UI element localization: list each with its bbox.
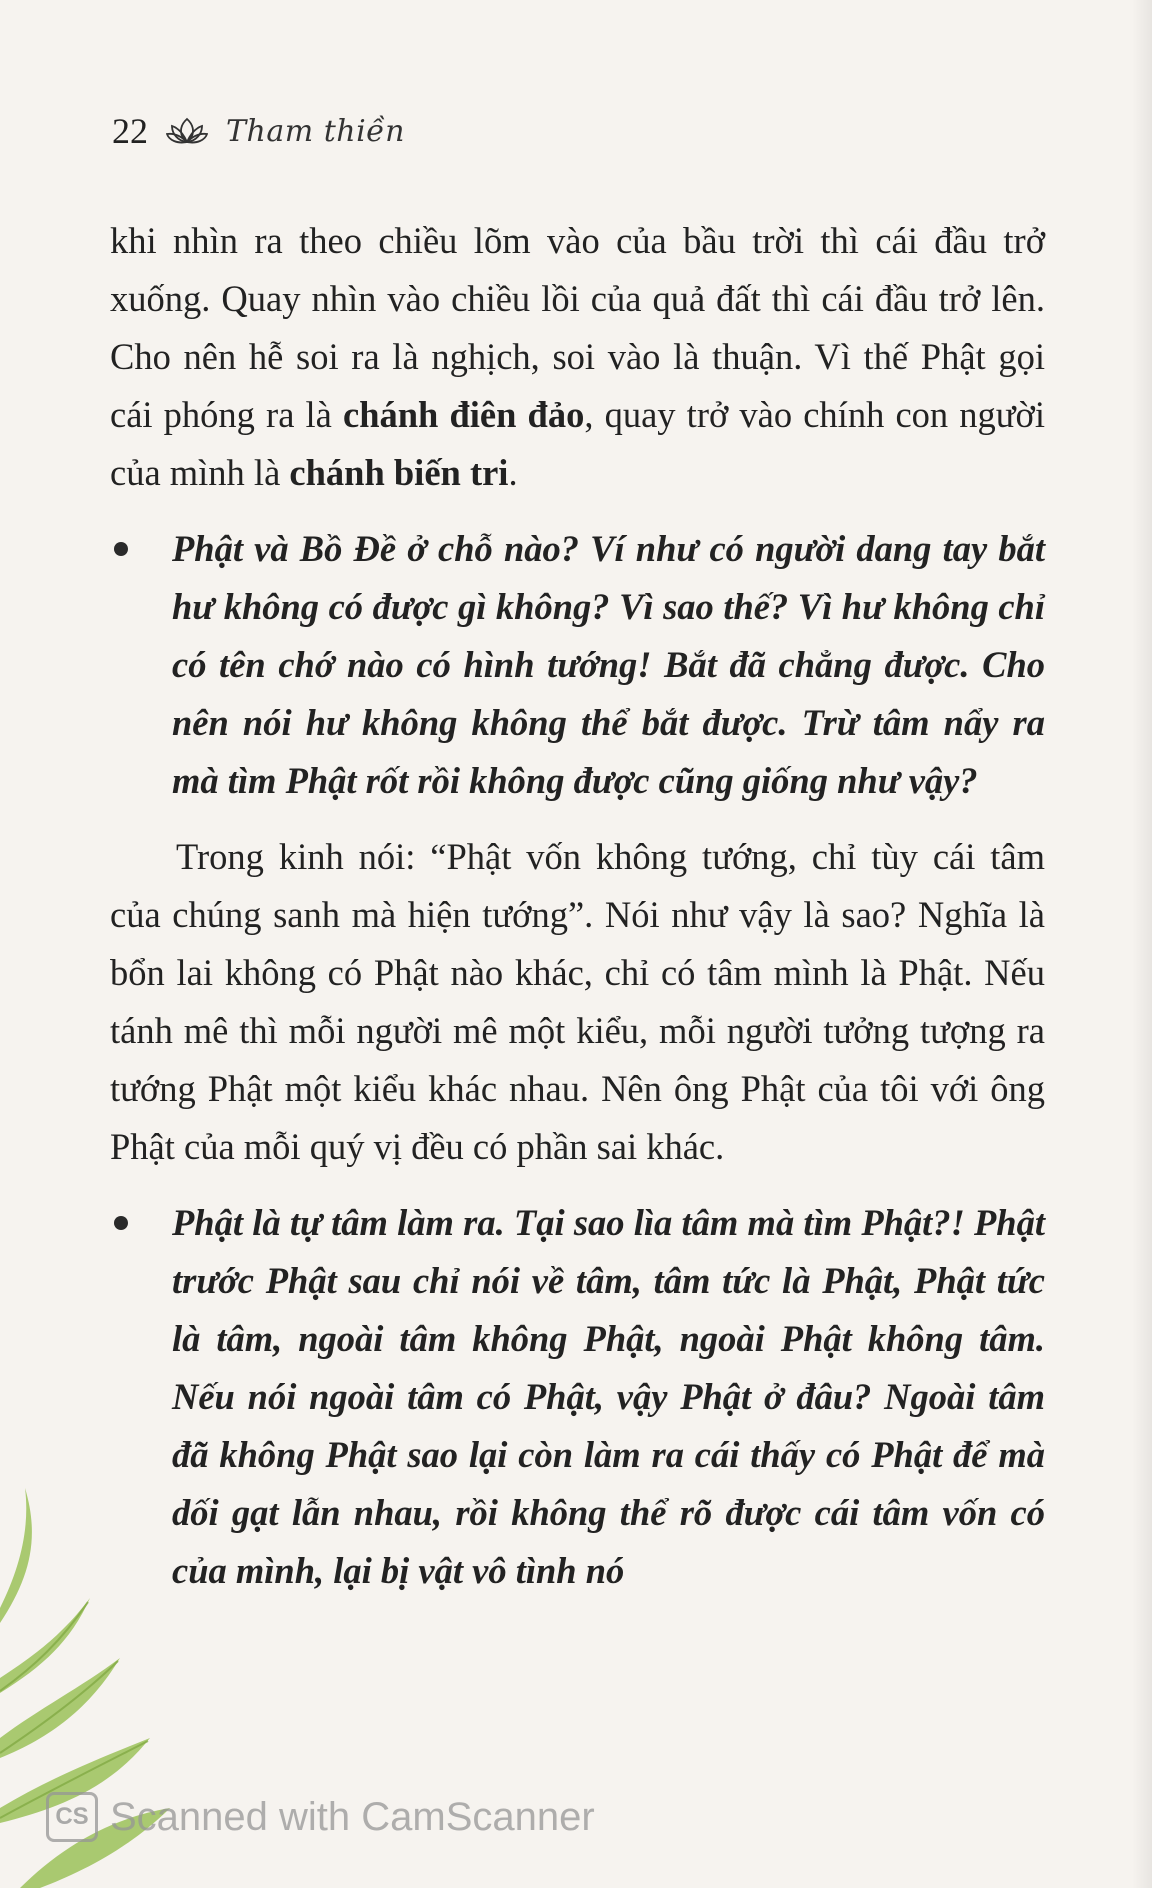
camscanner-logo-icon: CS	[46, 1792, 98, 1842]
paragraph-1-text-a: khi nhìn ra theo chiều lõm vào của bầu trời thì cái đầu trở xuống. Quay nhìn vào chiều lồi của quả đất thì cái đầu trở lên. Cho nên hễ soi ra là nghịch, soi vào là thuận. Vì thế Phật gọi cái phóng ra là	[110, 220, 1045, 435]
watermark-text: Scanned with CamScanner	[110, 1794, 595, 1839]
paragraph-1-text-c: .	[508, 452, 518, 493]
bold-term-chanh-bien-tri: chánh biến tri	[289, 452, 509, 493]
page-header	[112, 106, 405, 156]
bullet-2-text: Phật là tự tâm làm ra. Tại sao lìa tâm mà tìm Phật?! Phật trước Phật sau chỉ nói về tâm, tâm tức là Phật, Phật tức là tâm, ngoài tâm không Phật, ngoài Phật không tâm. Nếu nói ngoài tâm có Phật, vậy Phật ở đâu? Ngoài tâm đã không Phật sao lại còn làm ra cái thấy có Phật để mà dối gạt lẫn nhau, rồi không thể rõ được cái tâm vốn có của mình, lại bị vật vô tình nó	[172, 1202, 1045, 1591]
page-number: 22	[112, 111, 148, 151]
bullet-1-text: Phật và Bồ Đề ở chỗ nào? Ví như có người dang tay bắt hư không có được gì không? Vì sao thế? Vì hư không chỉ có tên chớ nào có hình tướng! Bắt đã chẳng được. Cho nên nói hư không không thể bắt được. Trừ tâm nẩy ra mà tìm Phật rốt rồi không được cũng giống như vậy?	[172, 528, 1045, 801]
running-title: Tham thiền	[226, 113, 405, 149]
bold-term-chanh-dien-dao: chánh điên đảo	[343, 394, 585, 435]
paragraph-1-text-b: , quay trở vào chính con người của mình là	[110, 394, 1045, 493]
bullet-dot-icon	[114, 542, 128, 556]
bullet-dot-icon	[114, 1216, 128, 1230]
camscanner-watermark	[46, 1792, 595, 1842]
bullet-item-1	[110, 520, 1045, 810]
lotus-icon	[166, 116, 208, 146]
paragraph-1	[110, 212, 1045, 502]
page-body	[110, 212, 1045, 1618]
bullet-item-2	[110, 1194, 1045, 1600]
paragraph-2: Trong kinh nói: “Phật vốn không tướng, chỉ tùy cái tâm của chúng sanh mà hiện tướng”. Nói như vậy là sao? Nghĩa là bổn lai không có Phật nào khác, chỉ có tâm mình là Phật. Nếu tánh mê thì mỗi người mê một kiểu, mỗi người tưởng tượng ra tướng Phật một kiểu khác nhau. Nên ông Phật của tôi với ông Phật của mỗi quý vị đều có phần sai khác.	[110, 836, 1045, 1167]
page-edge-shadow	[1132, 0, 1152, 1888]
